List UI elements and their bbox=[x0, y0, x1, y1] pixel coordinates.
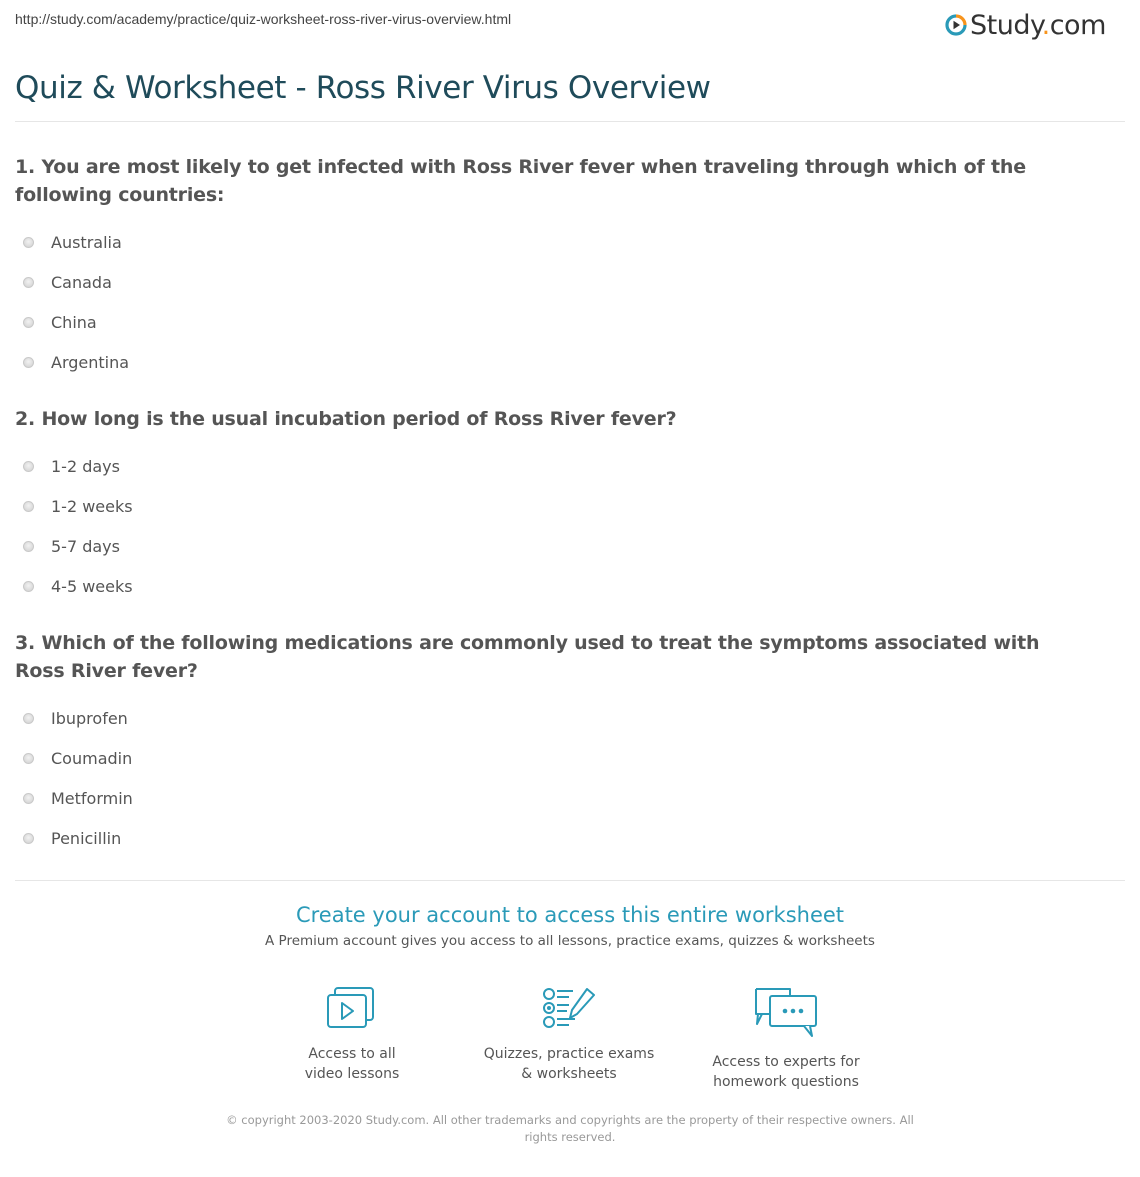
question-text: 2. How long is the usual incubation period of Ross River fever? bbox=[15, 408, 677, 430]
answer-option[interactable] bbox=[15, 698, 1095, 738]
question-text: 3. Which of the following medications are commonly used to treat the symptoms associated with Ross River fever? bbox=[15, 632, 1040, 682]
answer-option[interactable] bbox=[15, 342, 1095, 382]
radio-button[interactable] bbox=[23, 237, 34, 248]
play-logo-icon bbox=[945, 14, 967, 36]
cta-divider bbox=[15, 880, 1125, 881]
feature-experts bbox=[686, 986, 886, 1092]
feature-line-2: homework questions bbox=[713, 1074, 859, 1090]
video-lessons-icon bbox=[326, 986, 378, 1030]
option-label: 4-5 weeks bbox=[51, 576, 133, 596]
logo-dot: . bbox=[1041, 9, 1050, 41]
question-3 bbox=[15, 629, 1095, 858]
option-label: 1-2 days bbox=[51, 456, 120, 476]
radio-button[interactable] bbox=[23, 461, 34, 472]
radio-button[interactable] bbox=[23, 793, 34, 804]
option-label: China bbox=[51, 312, 97, 332]
radio-button[interactable] bbox=[23, 357, 34, 368]
radio-button[interactable] bbox=[23, 713, 34, 724]
page-url: http://study.com/academy/practice/quiz-worksheet-ross-river-virus-overview.html bbox=[15, 11, 512, 27]
radio-button[interactable] bbox=[23, 753, 34, 764]
chat-bubbles-icon bbox=[754, 986, 818, 1038]
radio-button[interactable] bbox=[23, 833, 34, 844]
answer-option[interactable] bbox=[15, 818, 1095, 858]
create-account-link[interactable]: Create your account to access this entire worksheet bbox=[295, 903, 845, 927]
answer-option[interactable] bbox=[15, 222, 1095, 262]
option-label: 5-7 days bbox=[51, 536, 120, 556]
feature-video-lessons bbox=[252, 986, 452, 1084]
logo-text: Study bbox=[970, 9, 1042, 41]
feature-line-2: video lessons bbox=[304, 1066, 400, 1082]
quiz-checklist-icon bbox=[541, 986, 597, 1030]
answer-option[interactable] bbox=[15, 738, 1095, 778]
study-logo[interactable] bbox=[945, 8, 1106, 42]
answer-option[interactable] bbox=[15, 566, 1095, 606]
option-label: Ibuprofen bbox=[51, 708, 128, 728]
option-label: Argentina bbox=[51, 352, 130, 372]
option-label: Australia bbox=[51, 232, 122, 252]
copyright-notice: © copyright 2003-2020 Study.com. All other trademarks and copyrights are the property of their respective owners. All rights reserved. bbox=[226, 1113, 914, 1144]
question-text: 1. You are most likely to get infected with Ross River fever when traveling through which of the following countries: bbox=[15, 156, 1026, 206]
feature-line-1: Access to experts for bbox=[712, 1054, 860, 1070]
title-divider bbox=[15, 121, 1125, 122]
cta-subtitle: A Premium account gives you access to all lessons, practice exams, quizzes & worksheets bbox=[265, 933, 875, 949]
radio-button[interactable] bbox=[23, 317, 34, 328]
answer-option[interactable] bbox=[15, 446, 1095, 486]
option-label: Metformin bbox=[51, 788, 133, 808]
question-2 bbox=[15, 405, 1095, 606]
option-label: Coumadin bbox=[51, 748, 133, 768]
feature-line-1: Access to all bbox=[308, 1046, 396, 1062]
answer-option[interactable] bbox=[15, 262, 1095, 302]
answer-option[interactable] bbox=[15, 486, 1095, 526]
option-label: 1-2 weeks bbox=[51, 496, 133, 516]
radio-button[interactable] bbox=[23, 501, 34, 512]
answer-option[interactable] bbox=[15, 526, 1095, 566]
answer-option[interactable] bbox=[15, 778, 1095, 818]
option-label: Canada bbox=[51, 272, 112, 292]
radio-button[interactable] bbox=[23, 581, 34, 592]
option-label: Penicillin bbox=[51, 828, 122, 848]
logo-suffix: com bbox=[1049, 9, 1106, 41]
question-1 bbox=[15, 153, 1095, 382]
feature-line-2: & worksheets bbox=[521, 1066, 617, 1082]
radio-button[interactable] bbox=[23, 277, 34, 288]
page-title: Quiz & Worksheet - Ross River Virus Overview bbox=[15, 70, 711, 106]
radio-button[interactable] bbox=[23, 541, 34, 552]
feature-line-1: Quizzes, practice exams bbox=[483, 1046, 655, 1062]
feature-quizzes bbox=[469, 986, 669, 1084]
answer-option[interactable] bbox=[15, 302, 1095, 342]
